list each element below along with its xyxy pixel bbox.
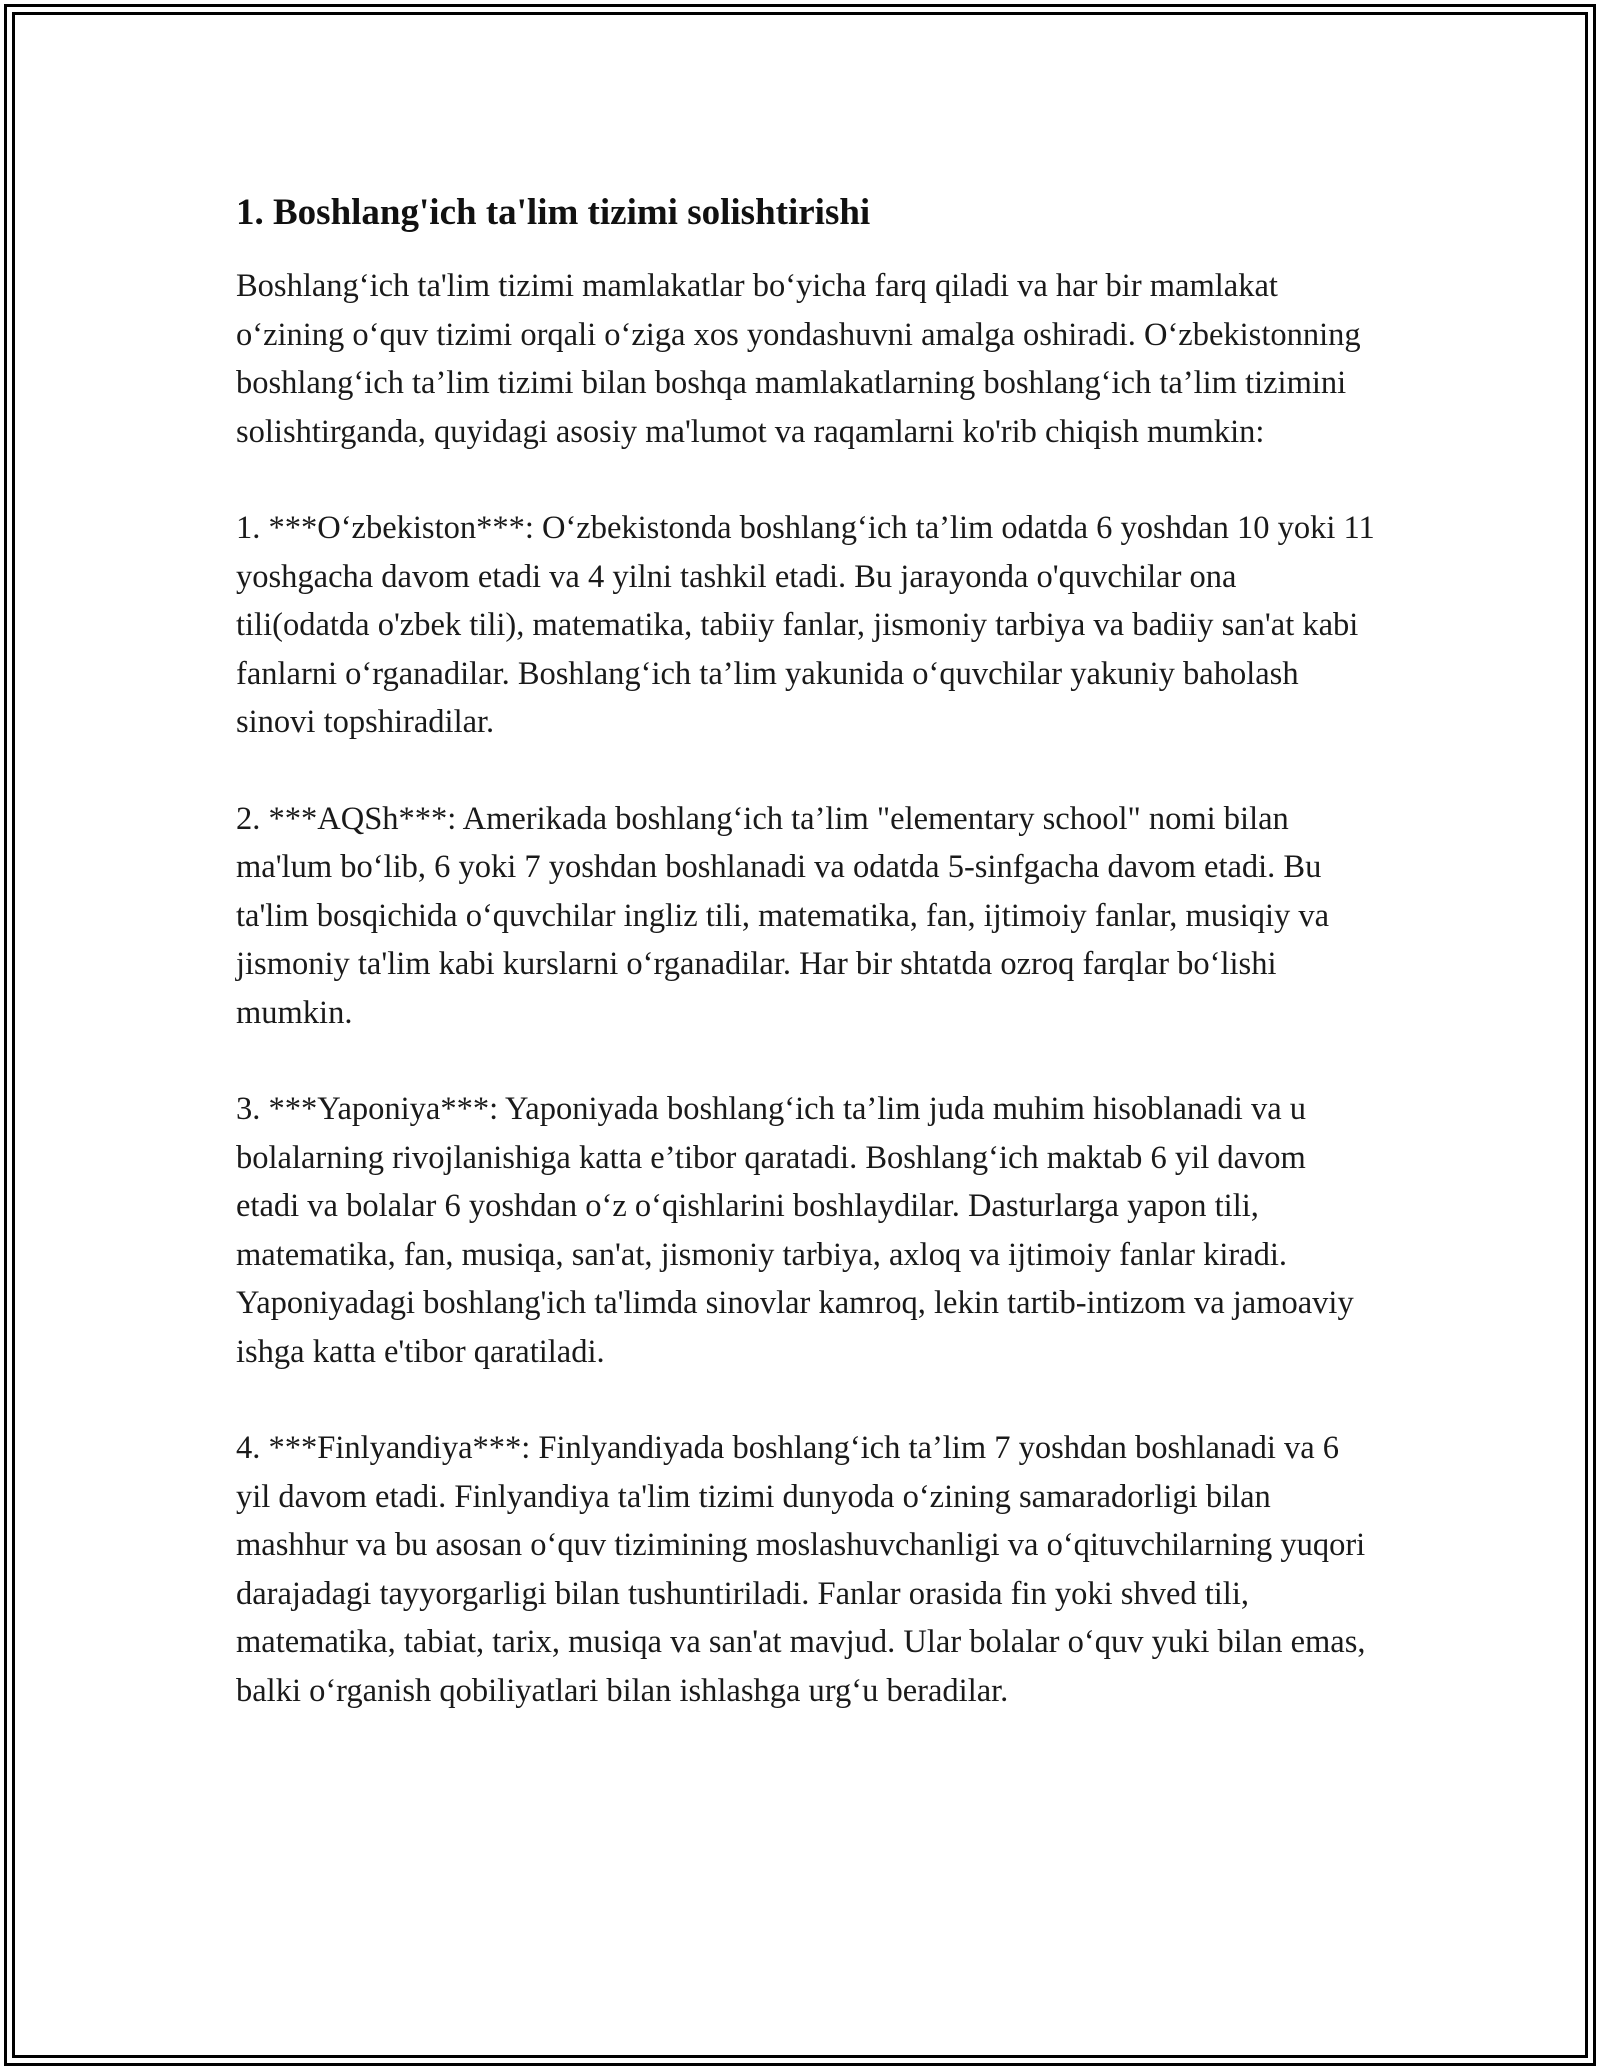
section-heading: 1. Boshlang'ich ta'lim tizimi solishtirishi — [236, 192, 871, 233]
finland-paragraph: 4. ***Finlyandiya***: Finlyandiyada boshlang‘ich ta’lim 7 yoshdan boshlanadi va 6 yil davom etadi. Finlyandiya ta'lim tizimi dunyoda o‘zining samaradorligi bilan mashhur va bu asosan o‘quv tizimining moslashuvchanligi va o‘qituvchilarning yuqori darajadagi tayyorgarligi bilan tushuntiriladi. Fanlar orasida fin yoki shved tili, matematika, tabiat, tarix, musiqa va san'at mavjud. Ular bolalar o‘quv yuki bilan emas, balki o‘rganish qobiliyatlari bilan ishlashga urg‘u beradilar. — [236, 1430, 1366, 1709]
uzbekistan-paragraph: 1. ***O‘zbekiston***: O‘zbekistonda boshlang‘ich ta’lim odatda 6 yoshdan 10 yoki 11 yoshgacha davom etadi va 4 yilni tashkil etadi. Bu jarayonda o'quvchilar ona tili(odatda o'zbek tili), matematika, tabiiy fanlar, jismoniy tarbiya va badiiy san'at kabi fanlarni o‘rganadilar. Boshlang‘ich ta’lim yakunida o‘quvchilar yakuniy baholash sinovi topshiradilar. — [236, 510, 1375, 740]
japan-paragraph: 3. ***Yaponiya***: Yaponiyada boshlang‘ich ta’lim juda muhim hisoblanadi va u bolalarning rivojlanishiga katta e’tibor qaratadi. Boshlang‘ich maktab 6 yil davom etadi va bolalar 6 yoshdan o‘z o‘qishlarini boshlaydilar. Dasturlarga yapon tili, matematika, fan, musiqa, san'at, jismoniy tarbiya, axloq va ijtimoiy fanlar kiradi. Yaponiyadagi boshlang'ich ta'limda sinovlar kamroq, lekin tartib-intizom va jamoaviy ishga katta e'tibor qaratiladi. — [236, 1091, 1354, 1370]
intro-paragraph: Boshlang‘ich ta'lim tizimi mamlakatlar bo‘yicha farq qiladi va har bir mamlakat o‘zining o‘quv tizimi orqali o‘ziga xos yondashuvni amalga oshiradi. O‘zbekistonning boshlang‘ich ta’lim tizimi bilan boshqa mamlakatlarning boshlang‘ich ta’lim tizimini solishtirganda, quyidagi asosiy ma'lumot va raqamlarni ko'rib chiqish mumkin: — [236, 268, 1361, 450]
document-body — [236, 186, 1376, 1715]
usa-paragraph: 2. ***AQSh***: Amerikada boshlang‘ich ta’lim "elementary school" nomi bilan ma'lum bo‘lib, 6 yoki 7 yoshdan boshlanadi va odatda 5-sinfgacha davom etadi. Bu ta'lim bosqichida o‘quvchilar ingliz tili, matematika, fan, ijtimoiy fanlar, musiqiy va jismoniy ta'lim kabi kurslarni o‘rganadilar. Har bir shtatda ozroq farqlar bo‘lishi mumkin. — [236, 800, 1330, 1031]
